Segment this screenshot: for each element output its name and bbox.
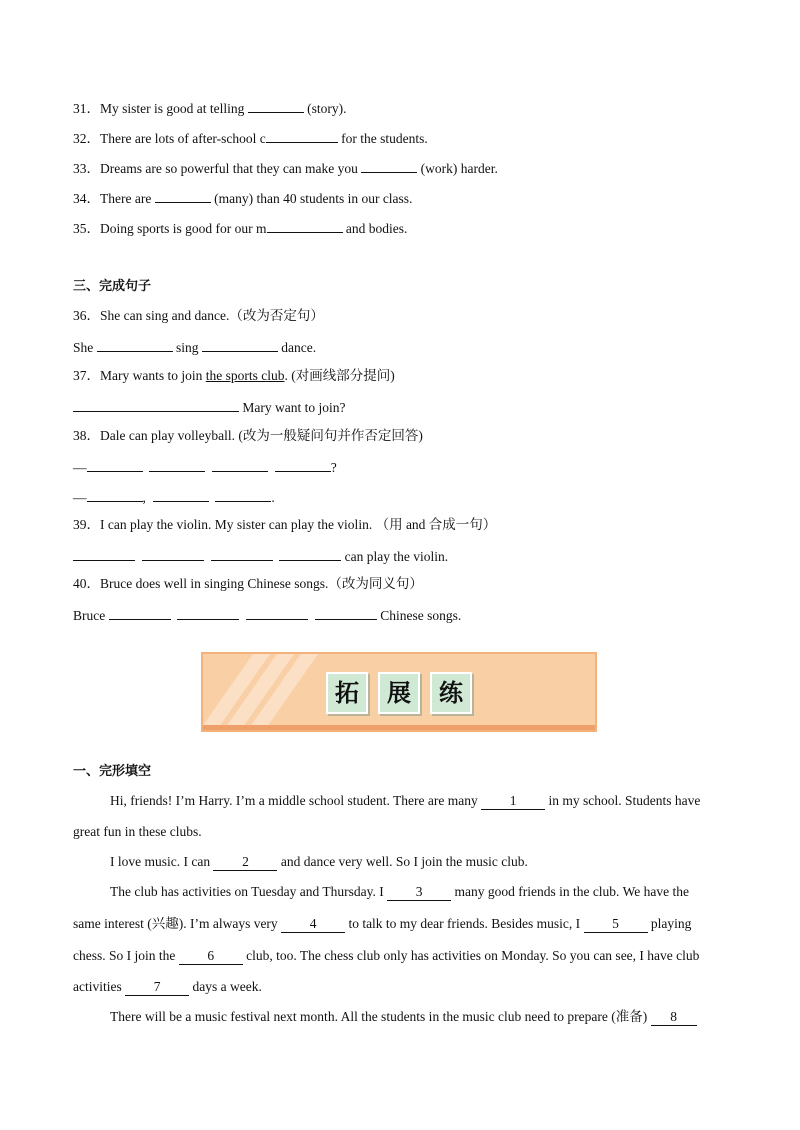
answer-38-reply <box>73 487 275 507</box>
answer-blank[interactable] <box>275 457 331 472</box>
cloze-line <box>73 947 699 965</box>
question-number: 31． <box>73 101 100 116</box>
answer-39 <box>73 546 448 566</box>
cloze-line: great fun in these clubs. <box>73 824 202 839</box>
passage-text: club, too. The chess club only has activities on Monday. So you can see, I have club <box>242 948 700 963</box>
answer-blank[interactable] <box>202 337 278 352</box>
passage-text: many good friends in the club. We have the <box>451 884 689 899</box>
cloze-blank[interactable]: 4 <box>281 916 345 933</box>
answer-blank[interactable] <box>149 457 205 472</box>
passage-text: Hi, friends! I’m Harry. I’m a middle school student. There are many <box>110 793 482 808</box>
answer-blank[interactable] <box>97 337 173 352</box>
question-text: . (对画线部分提问) <box>284 368 395 383</box>
answer-text: Chinese songs. <box>376 608 462 623</box>
cloze-line <box>110 883 689 901</box>
cloze-blank[interactable]: 7 <box>125 979 189 996</box>
answer-37 <box>73 397 345 417</box>
answer-blank[interactable] <box>87 487 143 502</box>
passage-text: I love music. I can <box>110 854 214 869</box>
question-text: and bodies. <box>342 221 408 236</box>
answer-blank[interactable] <box>177 605 239 620</box>
cloze-line <box>110 853 528 871</box>
answer-blank[interactable] <box>246 605 308 620</box>
answer-text: can play the violin. <box>341 549 449 564</box>
question-35 <box>73 218 407 238</box>
passage-text: same interest (兴趣). I’m always very <box>73 916 282 931</box>
question-text: Doing sports is good for our m <box>100 221 267 236</box>
passage-text: The club has activities on Tuesday and Thursday. I <box>110 884 388 899</box>
answer-blank[interactable] <box>87 457 143 472</box>
passage-text: and dance very well. So I join the music club. <box>277 854 528 869</box>
question-37 <box>73 367 395 385</box>
answer-blank[interactable] <box>315 605 377 620</box>
punctuation: . <box>271 490 275 505</box>
question-32 <box>73 128 428 148</box>
question-31 <box>73 98 347 118</box>
punctuation: ? <box>330 460 337 475</box>
cloze-blank[interactable]: 6 <box>179 948 243 965</box>
question-33 <box>73 158 498 178</box>
question-text: (story). <box>303 101 347 116</box>
question-text: for the students. <box>337 131 428 146</box>
answer-blank[interactable] <box>153 487 209 502</box>
passage-text: in my school. Students have <box>545 793 701 808</box>
dash: — <box>73 490 87 505</box>
passage-text: There will be a music festival next month. All the students in the music club need to prepare (准备) <box>110 1009 651 1024</box>
question-36: 36．She can sing and dance.（改为否定句） <box>73 308 324 323</box>
question-number: 34． <box>73 191 100 206</box>
answer-blank[interactable] <box>212 457 268 472</box>
answer-blank[interactable] <box>361 158 417 173</box>
answer-text: Mary want to join? <box>239 400 346 415</box>
question-number: 33． <box>73 161 100 176</box>
question-number: 32． <box>73 131 100 146</box>
answer-36 <box>73 337 316 357</box>
cloze-blank[interactable]: 2 <box>213 854 277 871</box>
cloze-blank[interactable]: 5 <box>584 916 648 933</box>
cloze-blank[interactable]: 1 <box>481 793 545 810</box>
question-34 <box>73 188 412 208</box>
question-38: 38．Dale can play volleyball. (改为一般疑问句并作否定回答) <box>73 428 423 443</box>
answer-text: She <box>73 340 97 355</box>
question-text: Dreams are so powerful that they can make you <box>100 161 362 176</box>
answer-blank[interactable] <box>142 546 204 561</box>
answer-text: dance. <box>277 340 317 355</box>
question-text: (many) than 40 students in our class. <box>210 191 413 206</box>
question-39: 39．I can play the violin. My sister can play the violin. （用 and 合成一句） <box>73 517 497 532</box>
punctuation: , <box>142 490 146 505</box>
answer-40 <box>73 605 461 625</box>
section-heading: 一、完形填空 <box>73 764 152 779</box>
answer-blank[interactable] <box>279 546 341 561</box>
passage-text: activities <box>73 979 126 994</box>
question-number: 35． <box>73 221 100 236</box>
passage-text: to talk to my dear friends. Besides music, I <box>345 916 584 931</box>
answer-blank[interactable] <box>267 218 343 233</box>
question-text: 37．Mary wants to join <box>73 368 206 383</box>
answer-blank[interactable] <box>211 546 273 561</box>
question-text: There are lots of after-school c <box>100 131 266 146</box>
extension-practice-banner <box>201 652 597 732</box>
banner-char: 练 <box>430 672 472 714</box>
question-text: (work) harder. <box>417 161 498 176</box>
question-text: My sister is good at telling <box>100 101 248 116</box>
cloze-line <box>73 978 262 996</box>
passage-text: chess. So I join the <box>73 948 179 963</box>
answer-blank[interactable] <box>266 128 338 143</box>
answer-blank[interactable] <box>109 605 171 620</box>
answer-blank[interactable] <box>155 188 211 203</box>
answer-blank[interactable] <box>215 487 271 502</box>
answer-blank[interactable] <box>248 98 304 113</box>
cloze-blank[interactable]: 3 <box>387 884 451 901</box>
question-40: 40．Bruce does well in singing Chinese songs.（改为同义句） <box>73 576 423 591</box>
cloze-blank[interactable]: 8 <box>651 1009 697 1026</box>
dash: — <box>73 460 87 475</box>
answer-blank[interactable] <box>73 397 239 412</box>
section-heading: 三、完成句子 <box>73 279 152 294</box>
cloze-line <box>73 915 691 933</box>
cloze-line <box>110 792 700 810</box>
banner-char: 拓 <box>326 672 368 714</box>
passage-text: days a week. <box>189 979 262 994</box>
answer-blank[interactable] <box>73 546 135 561</box>
answer-text: sing <box>172 340 202 355</box>
cloze-line <box>110 1008 697 1026</box>
answer-text: Bruce <box>73 608 109 623</box>
passage-text: playing <box>647 916 692 931</box>
question-text: There are <box>100 191 155 206</box>
banner-char: 展 <box>378 672 420 714</box>
answer-38-question <box>73 457 337 477</box>
underlined-phrase: the sports club <box>205 368 285 383</box>
